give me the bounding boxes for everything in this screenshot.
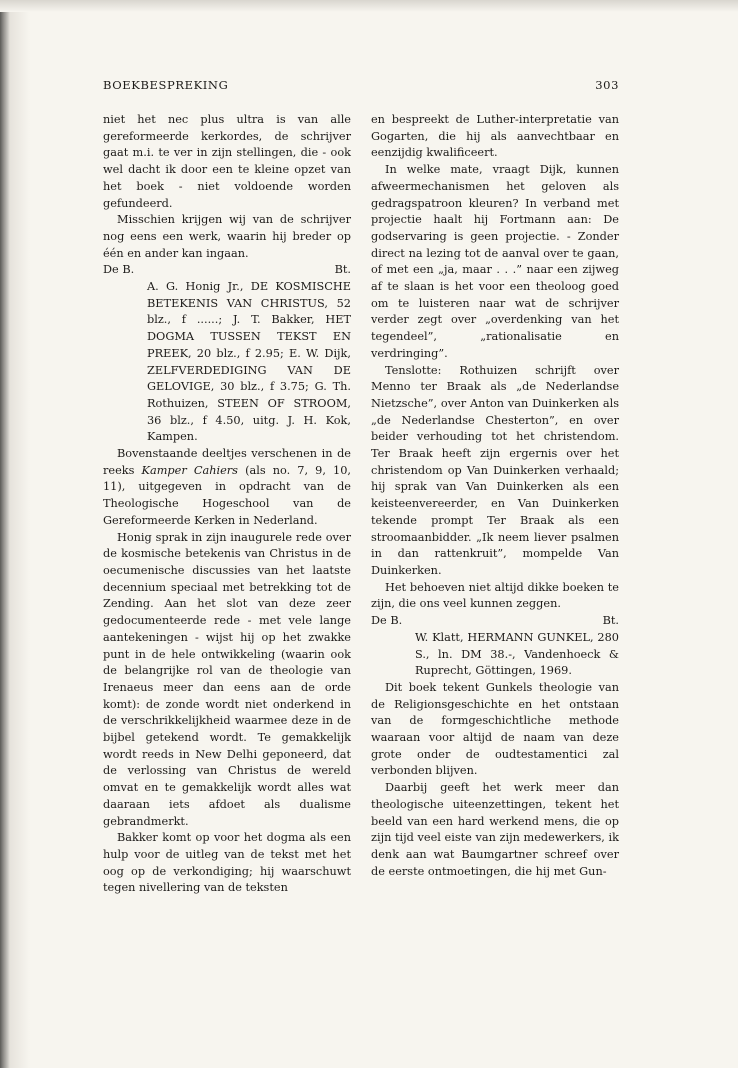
paragraph: Bakker komt op voor het dogma als een hulp voor de uitleg van de tekst met het oog op de verkondiging; hij waarschuwt tegen nivellering van de teksten — [103, 831, 351, 895]
signature-left: De B. — [371, 614, 403, 628]
series-title: Kamper Cahiers — [141, 463, 238, 477]
paragraph: en bespreekt de Luther-interpretatie van Gogarten, die hij als aanvechtbaar en eenzijdig kwalificeert. — [371, 113, 619, 160]
paragraph: Bovenstaande deeltjes verschenen in de reeks Kamper Cahiers (als no. 7, 9, 10, 11), uitgegeven in opdracht van de Theologische Hogeschool van de Gereformeerde Kerken in Nederland. — [103, 447, 351, 527]
signature-left: De B. — [103, 263, 135, 277]
section-title: BOEKBESPREKING — [103, 78, 229, 92]
book-citation: W. Klatt, HERMANN GUNKEL, 280 S., ln. DM 38.-, Vandenhoeck & Ruprecht, Göttingen, 1969. — [415, 630, 619, 678]
right-column — [371, 112, 619, 880]
signature-right: Bt. — [334, 263, 351, 277]
top-edge — [0, 0, 738, 12]
paragraph: Honig sprak in zijn inaugurele rede over de kosmische betekenis van Christus in de oecumenische discussies van het laatste decennium speciaal met betrekking tot de Zending. Aan het slot van deze zeer gedocumenteerde rede - met vele lange aantekeningen - wijst hij op het zwakke punt in de hele ontwikkeling (waarin ook de belangrijke rol van de theologie van Irenaeus meer dan eens aan de orde komt): de zonde wordt niet onderkend in de verschrikkelijkheid waarmee deze in de bijbel getekend wordt. Te gemakkelijk wordt reeds in New Delhi geponeerd, dat de verlossing van Christus de wereld omvat en te gemakkelijk wordt alles wat daaraan iets afdoet als dualisme gebrandmerkt. — [103, 530, 351, 828]
reviewer-signature — [103, 262, 351, 279]
paragraph: Tenslotte: Rothuizen schrijft over Menno ter Braak als „de Nederlandse Nietzsche”, over Anton van Duinkerken als „de Nederlandse Chesterton”, en over beider verhouding tot het christendom. Ter Braak heeft zijn ergernis over het christendom op Van Duinkerken verhaald; hij sprak van Van Duinkerken als een keisteenvereerder, en Van Duinkerken tekende prompt Ter Braak als een stroomaanbidder. „Ik neem liever psalmen in dan rattenkruit”, mompelde Van Duinkerken. — [371, 363, 619, 577]
paragraph: niet het nec plus ultra is van alle gereformeerde kerkordes, de schrijver gaat m.i. te ver in zijn stellingen, die - ook wel dacht ik door een te kleine opzet van het boek - niet voldoende worden gefundeerd. — [103, 113, 351, 210]
paragraph: Het behoeven niet altijd dikke boeken te zijn, die ons veel kunnen zeggen. — [371, 580, 619, 611]
paragraph: Dit boek tekent Gunkels theologie van de Religionsgeschichte en het ontstaan van de formgeschichtliche methode waaraan voor altijd de naam van deze grote onder de oudtestamentici zal verbonden blijven. — [371, 680, 619, 778]
signature-right: Bt. — [602, 614, 619, 628]
paragraph: Misschien krijgen wij van de schrijver nog eens een werk, waarin hij breder op één en ander kan ingaan. — [103, 213, 351, 260]
reviewer-signature — [371, 613, 619, 630]
left-column — [103, 112, 351, 897]
book-citation: A. G. Honig Jr., DE KOSMISCHE BETEKENIS VAN CHRISTUS, 52 blz., f ......; J. T. Bakker, HET DOGMA TUSSEN TEKST EN PREEK, 20 blz., f 2.95; E. W. Dijk, ZELFVERDEDIGING VAN DE GELOVIGE, 30 blz., f 3.75; G. Th. Rothuizen, STEEN OF STROOM, 36 blz., f 4.50, uitg. J. H. Kok, Kampen. — [147, 280, 351, 444]
paragraph: Daarbij geeft het werk meer dan theologische uiteenzettingen, tekent het beeld van een hard werkend mens, die op zijn tijd veel eiste van zijn medewerkers, ik denk aan wat Baumgartner schreef over de eerste ontmoetingen, die hij met Gun- — [371, 781, 619, 878]
paragraph: In welke mate, vraagt Dijk, kunnen afweermechanismen het geloven als gedragspatroon kleuren? In verband met projectie haalt hij Fortmann aan: De godservaring is geen projectie. - Zonder direct na lezing tot de aanval over te gaan, of met een „ja, maar . . .” naar een zijweg af te slaan is het voor een theoloog goed om te luisteren naar wat de schrijver verder zegt over „overdenking van het tegendeel”, „rationalisatie en verdringing”. — [371, 163, 619, 360]
page-number: 303 — [595, 78, 619, 92]
binding-shadow — [0, 0, 40, 1068]
